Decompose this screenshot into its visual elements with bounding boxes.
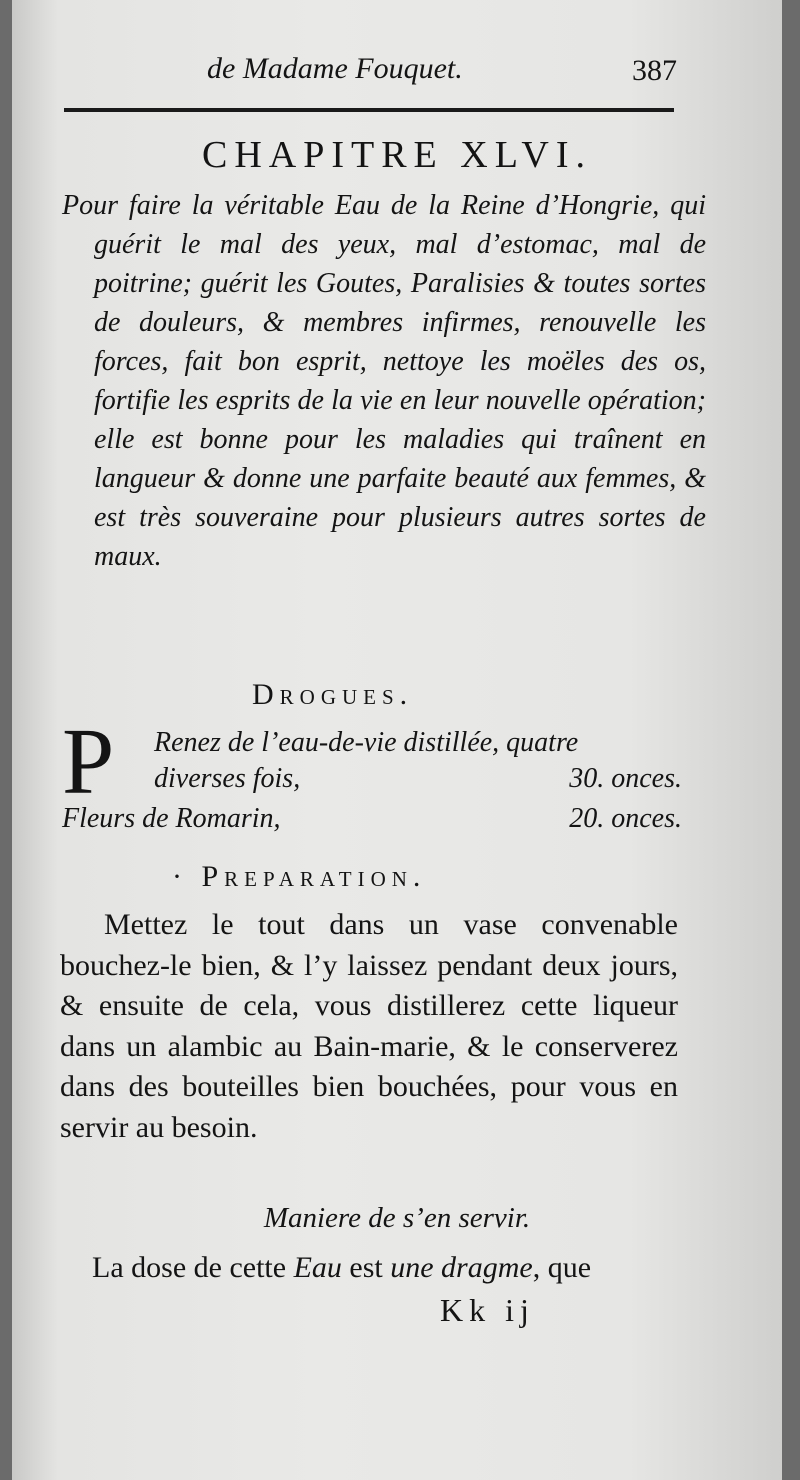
- usage-text-italic-dragme: une dragme: [390, 1251, 533, 1284]
- drogues-heading: Drogues.: [252, 678, 414, 711]
- drug-quantity: 30. onces.: [569, 763, 682, 794]
- usage-text: [92, 1248, 682, 1288]
- chapter-title: CHAPITRE XLVI.: [201, 134, 593, 176]
- usage-text-start: La dose de cette: [92, 1251, 287, 1284]
- drug-name: diverses fois,: [154, 763, 301, 794]
- drop-cap: P: [62, 710, 115, 814]
- drug-item: [62, 800, 682, 838]
- signature-mark: Kk ij: [440, 1292, 535, 1328]
- drug-name: Renez de l’eau-de-vie distillée, quatre: [154, 727, 579, 758]
- drug-name: Fleurs de Romarin,: [62, 803, 281, 834]
- usage-heading: Maniere de s’en servir.: [263, 1202, 531, 1234]
- usage-text-italic-eau: Eau: [293, 1251, 342, 1284]
- running-head: de Madame Fouquet.: [207, 52, 463, 85]
- page-number: 387: [632, 54, 677, 87]
- drug-item: [154, 724, 682, 762]
- usage-text-middle: est: [349, 1251, 383, 1284]
- page-header: [207, 52, 677, 92]
- drug-quantity: 20. onces.: [569, 803, 682, 834]
- drug-item: [154, 760, 682, 798]
- header-rule: [64, 108, 674, 112]
- preparation-text: Mettez le tout dans un vase convenable bouchez-le bien, & l’y laissez pendant deux jours, & ensuite de cela, vous distillerez cette liqueur dans un alambic au Bain-marie, & le conserverez dans des bouteilles bien bouchées, pour vous en servir au besoin.: [60, 908, 678, 1144]
- drug-list: [62, 710, 682, 838]
- preparation-heading: · Preparation.: [172, 860, 427, 893]
- chapter-intro: Pour faire la véritable Eau de la Reine d’Hongrie, qui guérit le mal des yeux, mal d’estomac, mal de poitrine; guérit les Goutes, Paralisies & toutes sortes de douleurs, & membres infirmes, renouvelle les forces, fait bon esprit, nettoye les moëles des os, fortifie les esprits de la vie en leur nouvelle opération; elle est bonne pour les maladies qui traînent en langueur & donne une parfaite beauté aux femmes, & est très souveraine pour plusieurs autres sortes de maux.: [62, 190, 706, 572]
- usage-text-end: , que: [532, 1251, 592, 1284]
- book-page: [12, 0, 782, 1480]
